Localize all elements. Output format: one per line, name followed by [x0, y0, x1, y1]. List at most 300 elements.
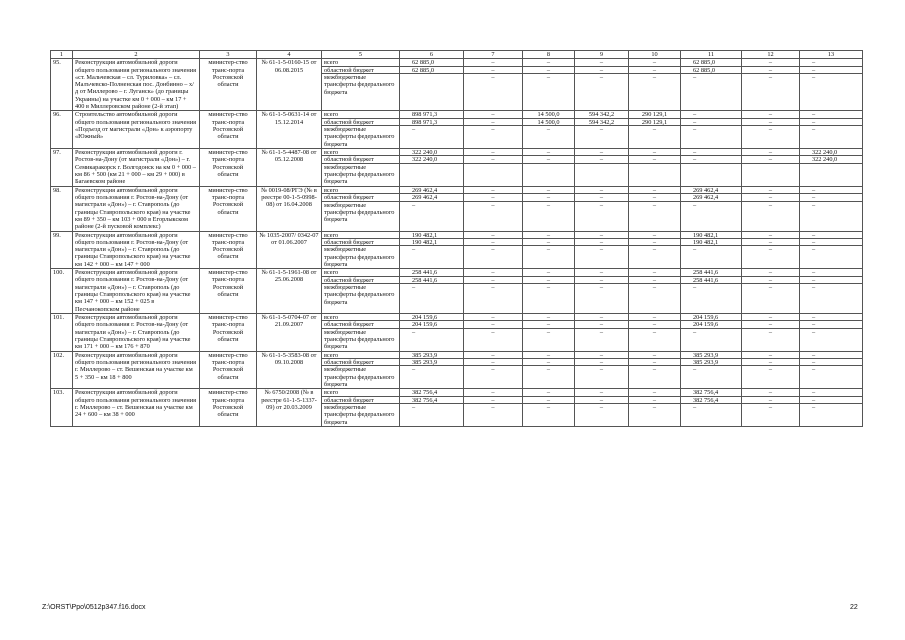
column-number-header: 10 — [629, 51, 681, 59]
funding-source-label: межбюджетные трансферты федерального бюджета — [324, 328, 395, 351]
amount-value: – — [523, 194, 574, 201]
amount-value: – — [629, 187, 680, 194]
amount-value: – — [629, 314, 680, 321]
funding-source-cell — [322, 111, 400, 149]
amount-cell — [681, 149, 742, 187]
column-number-header: 11 — [681, 51, 742, 59]
amount-cell — [464, 111, 523, 149]
amount-value: – — [491, 74, 495, 82]
amount-value: 62 885,0 — [400, 59, 463, 66]
amount-value: – — [742, 321, 799, 328]
amount-value: – — [742, 59, 799, 66]
funding-source-cell — [322, 231, 400, 269]
amount-cell — [629, 389, 681, 427]
amount-value: – — [768, 404, 773, 412]
customer-org: министер-ство транс-порта Ростовской области — [200, 59, 257, 111]
amount-cell — [629, 186, 681, 231]
amount-value: – — [768, 126, 773, 134]
customer-org: министер-ство транс-порта Ростовской области — [200, 389, 257, 427]
row-number: 101. — [51, 313, 73, 351]
amount-cell — [575, 389, 629, 427]
amount-value: – — [464, 277, 522, 284]
amount-value: – — [464, 321, 522, 328]
amount-value: 594 342,2 — [575, 119, 628, 126]
amount-value: – — [575, 397, 628, 404]
amount-value: 14 500,0 — [523, 111, 574, 118]
amount-cell — [681, 351, 742, 389]
amount-value: 62 885,0 — [681, 67, 741, 74]
amount-value: – — [575, 59, 628, 66]
amount-value: 190 482,1 — [681, 239, 741, 246]
amount-value — [629, 164, 680, 171]
funding-source-label: межбюджетные трансферты федерального бюджета — [324, 74, 395, 96]
amount-value: – — [652, 201, 657, 209]
amount-cell — [575, 313, 629, 351]
amount-value: 322 240,0 — [800, 149, 862, 156]
amount-value: – — [464, 389, 522, 396]
amount-value: – — [768, 74, 773, 82]
funding-source-label: всего — [322, 111, 399, 118]
amount-cell — [742, 389, 800, 427]
amount-value: – — [629, 359, 680, 366]
amount-cell — [523, 59, 575, 111]
table-row — [51, 111, 863, 149]
funding-source-label: областной бюджет — [322, 277, 399, 284]
amount-cell — [523, 313, 575, 351]
amount-value: – — [575, 187, 628, 194]
funding-source-label: всего — [322, 149, 399, 156]
amount-value: – — [546, 404, 551, 412]
amount-value: – — [546, 74, 551, 82]
amount-value: – — [575, 314, 628, 321]
amount-value: – — [812, 74, 816, 82]
amount-value: – — [523, 269, 574, 276]
expertise-doc: № 61-1-5-0160-15 от 06.08.2015 — [257, 59, 322, 111]
amount-cell — [742, 269, 800, 314]
amount-value: – — [681, 156, 741, 163]
amount-value: – — [412, 246, 416, 254]
amount-value: – — [523, 156, 574, 163]
amount-value: – — [652, 126, 657, 134]
funding-source-label: областной бюджет — [322, 67, 399, 74]
table-row — [51, 186, 863, 231]
funding-source-cell — [322, 186, 400, 231]
amount-value: – — [491, 328, 495, 336]
amount-cell — [629, 59, 681, 111]
amount-value: – — [412, 328, 416, 336]
amount-value: – — [629, 397, 680, 404]
amount-cell — [742, 149, 800, 187]
amount-cell — [464, 186, 523, 231]
amount-value: 382 756,4 — [681, 389, 741, 396]
amount-value: – — [523, 314, 574, 321]
column-number-header: 9 — [575, 51, 629, 59]
amount-value: – — [681, 119, 741, 126]
amount-value: – — [742, 359, 799, 366]
funding-source-label: областной бюджет — [322, 321, 399, 328]
amount-value: – — [599, 404, 604, 412]
amount-value — [742, 164, 799, 171]
amount-value: 258 441,6 — [681, 277, 741, 284]
amount-cell — [464, 313, 523, 351]
amount-cell — [523, 111, 575, 149]
amount-value: 204 159,6 — [681, 314, 741, 321]
amount-value: – — [523, 149, 574, 156]
amount-value: – — [800, 397, 862, 404]
amount-value: – — [652, 328, 657, 336]
amount-cell — [681, 186, 742, 231]
amount-value: – — [412, 201, 416, 209]
amount-cell — [400, 111, 464, 149]
amount-value: – — [523, 239, 574, 246]
amount-value: – — [464, 352, 522, 359]
amount-value: – — [742, 314, 799, 321]
amount-value: 385 293,9 — [400, 359, 463, 366]
amount-cell — [464, 351, 523, 389]
amount-value: – — [693, 328, 697, 336]
amount-value: – — [464, 239, 522, 246]
amount-value: – — [742, 149, 799, 156]
amount-value: – — [812, 366, 816, 374]
amount-value: 322 240,0 — [400, 156, 463, 163]
amount-cell — [523, 186, 575, 231]
amount-value: 290 129,1 — [629, 111, 680, 118]
funding-source-label: всего — [322, 314, 399, 321]
amount-value: – — [812, 246, 816, 254]
funding-source-label: межбюджетные трансферты федерального бюджета — [324, 126, 395, 148]
amount-cell — [400, 269, 464, 314]
amount-cell — [523, 351, 575, 389]
row-number: 96. — [51, 111, 73, 149]
amount-value: 594 342,2 — [575, 111, 628, 118]
header-row — [51, 51, 863, 59]
amount-value: – — [523, 232, 574, 239]
amount-value: 382 756,4 — [400, 389, 463, 396]
amount-value: – — [523, 359, 574, 366]
table-row — [51, 389, 863, 427]
amount-value: – — [575, 389, 628, 396]
column-number-header: 5 — [322, 51, 400, 59]
amount-value: – — [652, 366, 657, 374]
funding-source-label: всего — [322, 187, 399, 194]
amount-cell — [464, 149, 523, 187]
amount-value: – — [575, 352, 628, 359]
amount-value: 190 482,1 — [400, 239, 463, 246]
amount-value: – — [575, 239, 628, 246]
amount-value: – — [575, 269, 628, 276]
amount-value: – — [812, 404, 816, 412]
amount-value: 62 885,0 — [681, 59, 741, 66]
amount-value: – — [800, 239, 862, 246]
amount-value: – — [599, 201, 604, 209]
footer-file-path: Z:\ORST\Ppo\0512p347.f16.docx — [42, 604, 146, 611]
amount-value: – — [812, 201, 816, 209]
amount-value: 258 441,6 — [400, 277, 463, 284]
amount-value: – — [546, 328, 551, 336]
funding-source-label: межбюджетные трансферты федерального бюджета — [324, 283, 395, 306]
amount-cell — [523, 269, 575, 314]
amount-value: – — [464, 232, 522, 239]
amount-value: – — [629, 239, 680, 246]
object-name: Реконструкция автомобильной дороги общего пользования г. Ростов-на-Дону (от магистрали «Дон») – г. Ставрополь (до границы Ставропольского края) на участке км 142 + 000 – км 147 + 000 — [73, 231, 200, 269]
amount-value: – — [464, 149, 522, 156]
amount-value: – — [575, 194, 628, 201]
amount-cell — [400, 186, 464, 231]
amount-value — [575, 164, 628, 171]
amount-cell — [800, 269, 863, 314]
amount-value: – — [546, 126, 551, 134]
amount-cell — [681, 269, 742, 314]
amount-cell — [629, 111, 681, 149]
amount-value: – — [464, 67, 522, 74]
customer-org: министер-ство транс-порта Ростовской области — [200, 269, 257, 314]
amount-value: – — [523, 389, 574, 396]
object-name: Реконструкция автомобильной дороги г. Ростов-на-Дону (от магистрали «Дон») – г. Семикаракорск г. Волгодонск на км 0 + 000 – км 86 + 500 (км 21 + 000 – км 29 + 000) в Багаевском районе — [73, 149, 200, 187]
amount-cell — [681, 313, 742, 351]
amount-value: – — [523, 277, 574, 284]
amount-value: – — [800, 67, 862, 74]
funding-source-label: областной бюджет — [322, 119, 399, 126]
amount-value: – — [464, 59, 522, 66]
amount-value: – — [800, 352, 862, 359]
expertise-doc: № 6750/2008 (№ в реестре 61-1-5-1337-09) от 20.03.2009 — [257, 389, 322, 427]
amount-value: – — [800, 59, 862, 66]
amount-value: – — [742, 397, 799, 404]
amount-cell — [575, 269, 629, 314]
row-number: 100. — [51, 269, 73, 314]
amount-value: – — [491, 366, 495, 374]
amount-value: – — [412, 283, 416, 291]
amount-value: – — [652, 246, 657, 254]
funding-source-cell — [322, 313, 400, 351]
funding-source-label: областной бюджет — [322, 239, 399, 246]
amount-value: – — [768, 283, 773, 291]
amount-cell — [575, 186, 629, 231]
amount-value: – — [523, 397, 574, 404]
amount-value: – — [464, 359, 522, 366]
amount-value: – — [464, 111, 522, 118]
amount-value: – — [491, 246, 495, 254]
amount-value: – — [742, 239, 799, 246]
amount-value: – — [742, 277, 799, 284]
amount-value: – — [523, 321, 574, 328]
amount-value: – — [464, 314, 522, 321]
amount-value: 322 240,0 — [800, 156, 862, 163]
amount-cell — [575, 111, 629, 149]
amount-value: – — [412, 126, 416, 134]
amount-value: – — [491, 201, 495, 209]
object-name: Реконструкция автомобильной дороги общего пользования г. Ростов-на-Дону (от магистрали «Дон») – г. Ставрополь (до границы Ставропольского края) на участке км 89 + 350 – км 103 + 000 в Егорлыкском районе (2-й пусковой комплекс) — [73, 186, 200, 231]
amount-value: 190 482,1 — [400, 232, 463, 239]
amount-cell — [464, 269, 523, 314]
expertise-doc: № 61-1-5-0631-14 от 15.12.2014 — [257, 111, 322, 149]
amount-value: – — [693, 246, 697, 254]
funding-source-label: областной бюджет — [322, 397, 399, 404]
amount-cell — [742, 186, 800, 231]
amount-value: 258 441,6 — [400, 269, 463, 276]
table-row — [51, 149, 863, 187]
amount-value: – — [575, 277, 628, 284]
funding-source-label: всего — [322, 352, 399, 359]
column-number-header: 13 — [800, 51, 863, 59]
amount-value: – — [693, 283, 697, 291]
amount-value: – — [800, 314, 862, 321]
funding-source-cell — [322, 351, 400, 389]
amount-value: 269 462,4 — [400, 194, 463, 201]
amount-cell — [629, 149, 681, 187]
amount-value: – — [629, 67, 680, 74]
amount-cell — [523, 149, 575, 187]
amount-value: 382 756,4 — [681, 397, 741, 404]
amount-cell — [800, 149, 863, 187]
amount-value: – — [575, 321, 628, 328]
amount-value: – — [629, 352, 680, 359]
object-name: Реконструкция автомобильной дороги общего пользования регионального значения г. Миллерово – ст. Вешенская на участке км 24 + 600 – км 38 + 000 — [73, 389, 200, 427]
amount-value: 269 462,4 — [681, 187, 741, 194]
amount-value: – — [652, 283, 657, 291]
customer-org: министер-ство транс-порта Ростовской области — [200, 313, 257, 351]
amount-value: – — [523, 352, 574, 359]
amount-value: – — [693, 201, 697, 209]
amount-cell — [681, 59, 742, 111]
column-number-header: 12 — [742, 51, 800, 59]
amount-cell — [629, 231, 681, 269]
amount-value: – — [742, 194, 799, 201]
amount-cell — [464, 59, 523, 111]
amount-value: – — [491, 126, 495, 134]
amount-value: – — [599, 366, 604, 374]
amount-value — [523, 164, 574, 171]
amount-value: – — [523, 59, 574, 66]
amount-cell — [681, 111, 742, 149]
row-number: 99. — [51, 231, 73, 269]
amount-value: – — [629, 59, 680, 66]
object-name: Строительство автомобильной дороги общего пользования регионального значения «Подъезд от магистрали «Дон» к аэропорту «Южный» — [73, 111, 200, 149]
table-row — [51, 313, 863, 351]
amount-value: – — [742, 119, 799, 126]
customer-org: министер-ство транс-порта Ростовской области — [200, 351, 257, 389]
object-name: Реконструкция автомобильной дороги общего пользования г. Ростов-на-Дону (от магистрали «Дон») – г. Ставрополь (до границы Ставропольского края) на участке км 171 + 000 – км 176 + 870 — [73, 313, 200, 351]
amount-value: 898 971,3 — [400, 119, 463, 126]
amount-cell — [523, 231, 575, 269]
table-row — [51, 351, 863, 389]
amount-value: 385 293,9 — [681, 352, 741, 359]
expertise-doc: № 61-1-5-1961-08 от 25.06.2008 — [257, 269, 322, 314]
amount-value: – — [742, 269, 799, 276]
amount-value: – — [575, 67, 628, 74]
customer-org: министер-ство транс-порта Ростовской области — [200, 149, 257, 187]
funding-source-cell — [322, 149, 400, 187]
amount-cell — [400, 231, 464, 269]
amount-value: 258 441,6 — [681, 269, 741, 276]
amount-value: – — [629, 269, 680, 276]
funding-source-label: межбюджетные трансферты федерального бюджета — [324, 404, 395, 426]
customer-org: министер-ство транс-порта Ростовской области — [200, 231, 257, 269]
amount-value: 204 159,6 — [400, 314, 463, 321]
amount-value: – — [812, 126, 816, 134]
amount-value: 898 971,3 — [400, 111, 463, 118]
expertise-doc: № 61-1-5-0704-07 от 21.09.2007 — [257, 313, 322, 351]
amount-value: – — [546, 283, 551, 291]
amount-cell — [800, 231, 863, 269]
amount-value: – — [599, 126, 604, 134]
row-number: 103. — [51, 389, 73, 427]
amount-value: – — [800, 111, 862, 118]
amount-value: – — [800, 232, 862, 239]
amount-value: – — [464, 269, 522, 276]
row-number: 98. — [51, 186, 73, 231]
amount-value: 290 129,1 — [629, 119, 680, 126]
amount-value: 322 240,0 — [400, 149, 463, 156]
amount-value: – — [800, 277, 862, 284]
amount-value: – — [768, 246, 773, 254]
amount-value — [400, 74, 463, 81]
amount-cell — [800, 389, 863, 427]
amount-value: – — [693, 366, 697, 374]
amount-value: 190 482,1 — [681, 232, 741, 239]
amount-value: – — [575, 149, 628, 156]
column-number-header: 2 — [73, 51, 200, 59]
page-number: 22 — [850, 604, 858, 611]
amount-cell — [800, 313, 863, 351]
column-number-header: 3 — [200, 51, 257, 59]
funding-source-label: межбюджетные трансферты федерального бюджета — [324, 163, 395, 186]
customer-org: министер-ство транс-порта Ростовской области — [200, 111, 257, 149]
funding-source-cell — [322, 269, 400, 314]
amount-cell — [400, 149, 464, 187]
amount-cell — [742, 313, 800, 351]
table-body — [51, 59, 863, 427]
amount-cell — [575, 149, 629, 187]
amount-value: – — [800, 321, 862, 328]
amount-value: – — [523, 187, 574, 194]
amount-cell — [629, 313, 681, 351]
amount-value: – — [464, 187, 522, 194]
amount-cell — [800, 59, 863, 111]
amount-value: 62 885,0 — [400, 67, 463, 74]
amount-value: 269 462,4 — [681, 194, 741, 201]
amount-value: – — [412, 366, 416, 374]
amount-value: 14 500,0 — [523, 119, 574, 126]
amount-cell — [464, 231, 523, 269]
amount-value: – — [800, 119, 862, 126]
object-name: Реконструкция автомобильной дороги общего пользования регионального значения г. Миллерово – ст. Вешенская на участке км 5 + 350 – км 18 + 800 — [73, 351, 200, 389]
amount-value: – — [681, 111, 741, 118]
amount-cell — [800, 186, 863, 231]
funding-source-label: межбюджетные трансферты федерального бюджета — [324, 246, 395, 268]
amount-cell — [575, 59, 629, 111]
funding-source-cell — [322, 59, 400, 111]
amount-value: – — [629, 389, 680, 396]
amount-value: – — [742, 187, 799, 194]
table-row — [51, 269, 863, 314]
amount-cell — [742, 231, 800, 269]
amount-value: – — [800, 389, 862, 396]
row-number: 95. — [51, 59, 73, 111]
amount-value: – — [742, 352, 799, 359]
amount-value: – — [742, 232, 799, 239]
row-number: 102. — [51, 351, 73, 389]
amount-value: – — [629, 149, 680, 156]
amount-cell — [400, 351, 464, 389]
amount-value: – — [652, 74, 657, 82]
amount-cell — [681, 231, 742, 269]
funding-source-label: межбюджетные трансферты федерального бюджета — [324, 201, 395, 224]
amount-value: – — [523, 67, 574, 74]
funding-source-label: всего — [322, 389, 399, 396]
amount-cell — [681, 389, 742, 427]
amount-cell — [800, 111, 863, 149]
